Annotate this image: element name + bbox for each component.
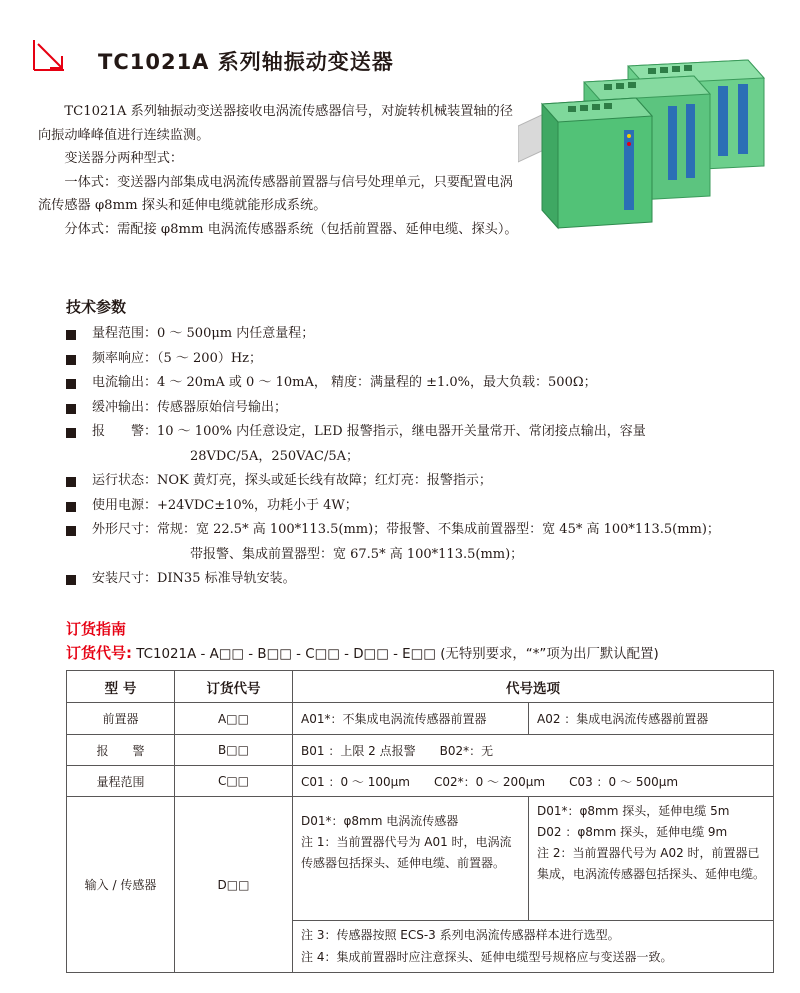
column-header: 订货代号: [175, 671, 293, 703]
bullet-square-icon: [66, 330, 76, 340]
intro-text: [38, 100, 520, 241]
model-cell: 前置器: [67, 703, 175, 735]
spec-text: 频率响应：（5 ～ 200）Hz；: [92, 350, 263, 366]
intro-paragraph: TC1021A 系列轴振动变送器接收电涡流传感器信号，对旋转机械装置轴的径向振动峰峰值进行连续监测。: [38, 104, 513, 143]
spec-continuation: 带报警、集成前置器型：宽 67.5* 高 100*113.5(mm)；: [190, 546, 524, 562]
list-item: [66, 371, 786, 396]
option-text: 注 2：当前置器代号为 A02 时，前置器已集成，电涡流传感器包括探头、延伸电缆。: [537, 846, 766, 881]
spec-continuation: 28VDC/5A，250VAC/5A；: [190, 448, 360, 464]
code-cell: A□□: [175, 703, 293, 735]
options-cell: C01 ：0 ～ 100μm C02*：0 ～ 200μm C03 ：0 ～ 500μm: [293, 766, 774, 797]
bullet-square-icon: [66, 575, 76, 585]
spec-text: 报 警：10 ～ 100% 内任意设定，LED 报警指示，继电器开关量常开、常闭接点输出，容量: [92, 424, 646, 439]
note-text: 注 4：集成前置器时应注意探头、延伸电缆型号规格应与变送器一致。: [301, 950, 673, 964]
bullet-square-icon: [66, 404, 76, 414]
specs-list: [66, 322, 786, 592]
option-text: A02 ：集成电涡流传感器前置器: [537, 712, 709, 726]
options-cell: [293, 703, 774, 735]
code-cell: C□□: [175, 766, 293, 797]
bullet-square-icon: [66, 526, 76, 536]
intro-paragraph: 一体式：变送器内部集成电涡流传感器前置器与信号处理单元，只要配置电涡流传感器 φ8mm 探头和延伸电缆就能形成系统。: [38, 174, 513, 213]
table-row: [67, 703, 774, 735]
model-cell: 量程范围: [67, 766, 175, 797]
page-title: TC1021A 系列轴振动变送器: [98, 50, 394, 74]
model-cell: 输入 / 传感器: [67, 797, 175, 973]
options-cell: [293, 797, 774, 973]
table-header-row: [67, 671, 774, 703]
sensor-options-right: [529, 797, 773, 920]
list-item: [66, 494, 786, 519]
list-item: [66, 420, 786, 469]
intro-paragraph: 变送器分两种型式：: [64, 151, 184, 166]
table-row: [67, 766, 774, 797]
code-cell: B□□: [175, 735, 293, 766]
order-code-line: [66, 642, 659, 663]
list-item: [66, 322, 786, 347]
sensor-notes: [293, 921, 773, 971]
bullet-square-icon: [66, 477, 76, 487]
specs-title: 技术参数: [66, 298, 127, 316]
spec-text: 安装尺寸：DIN35 标准导轨安装。: [92, 571, 296, 586]
option-text: D01*：φ8mm 探头，延伸电缆 5m: [537, 804, 730, 818]
options-cell: B01 ：上限 2 点报警 B02*：无: [293, 735, 774, 766]
spec-text: 外形尺寸：常规：宽 22.5* 高 100*113.5(mm)；带报警、不集成前置器型：宽 45* 高 100*113.5(mm)；: [92, 522, 720, 537]
column-header: 代号选项: [293, 671, 774, 703]
note-text: 注 3：传感器按照 ECS-3 系列电涡流传感器样本进行选型。: [301, 928, 620, 942]
bullet-square-icon: [66, 502, 76, 512]
table-row: [67, 735, 774, 766]
corner-arrow-icon: [32, 38, 66, 72]
option-text: D01*：φ8mm 电涡流传感器: [301, 814, 459, 828]
bullet-square-icon: [66, 428, 76, 438]
bullet-square-icon: [66, 379, 76, 389]
intro-paragraph: 分体式：需配接 φ8mm 电涡流传感器系统（包括前置器、延伸电缆、探头）。: [64, 221, 518, 237]
transmitter-modules-image: [518, 56, 768, 236]
column-header: 型 号: [67, 671, 175, 703]
list-item: [66, 469, 786, 494]
order-code-value: TC1021A - A□□ - B□□ - C□□ - D□□ - E□□ (无特别要求，“*”项为出厂默认配置): [132, 647, 659, 662]
spec-text: 电流输出：4 ～ 20mA 或 0 ～ 10mA， 精度：满量程的 ±1.0%，最大负载：500Ω；: [92, 375, 597, 390]
list-item: [66, 518, 786, 567]
table-row: [67, 797, 774, 973]
sensor-options-left: [293, 797, 529, 920]
order-table: [66, 670, 774, 973]
option-text: 注 1：当前置器代号为 A01 时，电涡流传感器包括探头、延伸电缆、前置器。: [301, 835, 512, 870]
code-cell: D□□: [175, 797, 293, 973]
spec-text: 缓冲输出：传感器原始信号输出；: [92, 399, 288, 415]
option-text: D02 ：φ8mm 探头，延伸电缆 9m: [537, 825, 728, 839]
order-guide-title: 订货指南: [66, 620, 127, 638]
list-item: [66, 567, 786, 592]
model-cell: 报 警: [67, 735, 175, 766]
spec-text: 量程范围：0 ～ 500μm 内任意量程；: [92, 326, 315, 341]
option-text: A01*：不集成电涡流传感器前置器: [293, 703, 529, 734]
list-item: [66, 396, 786, 421]
list-item: [66, 347, 786, 372]
spec-text: 运行状态：NOK 黄灯亮，探头或延长线有故障；红灯亮：报警指示；: [92, 473, 492, 488]
spec-text: 使用电源：+24VDC±10%，功耗小于 4W；: [92, 497, 358, 513]
bullet-square-icon: [66, 355, 76, 365]
order-code-label: 订货代号:: [66, 644, 132, 662]
